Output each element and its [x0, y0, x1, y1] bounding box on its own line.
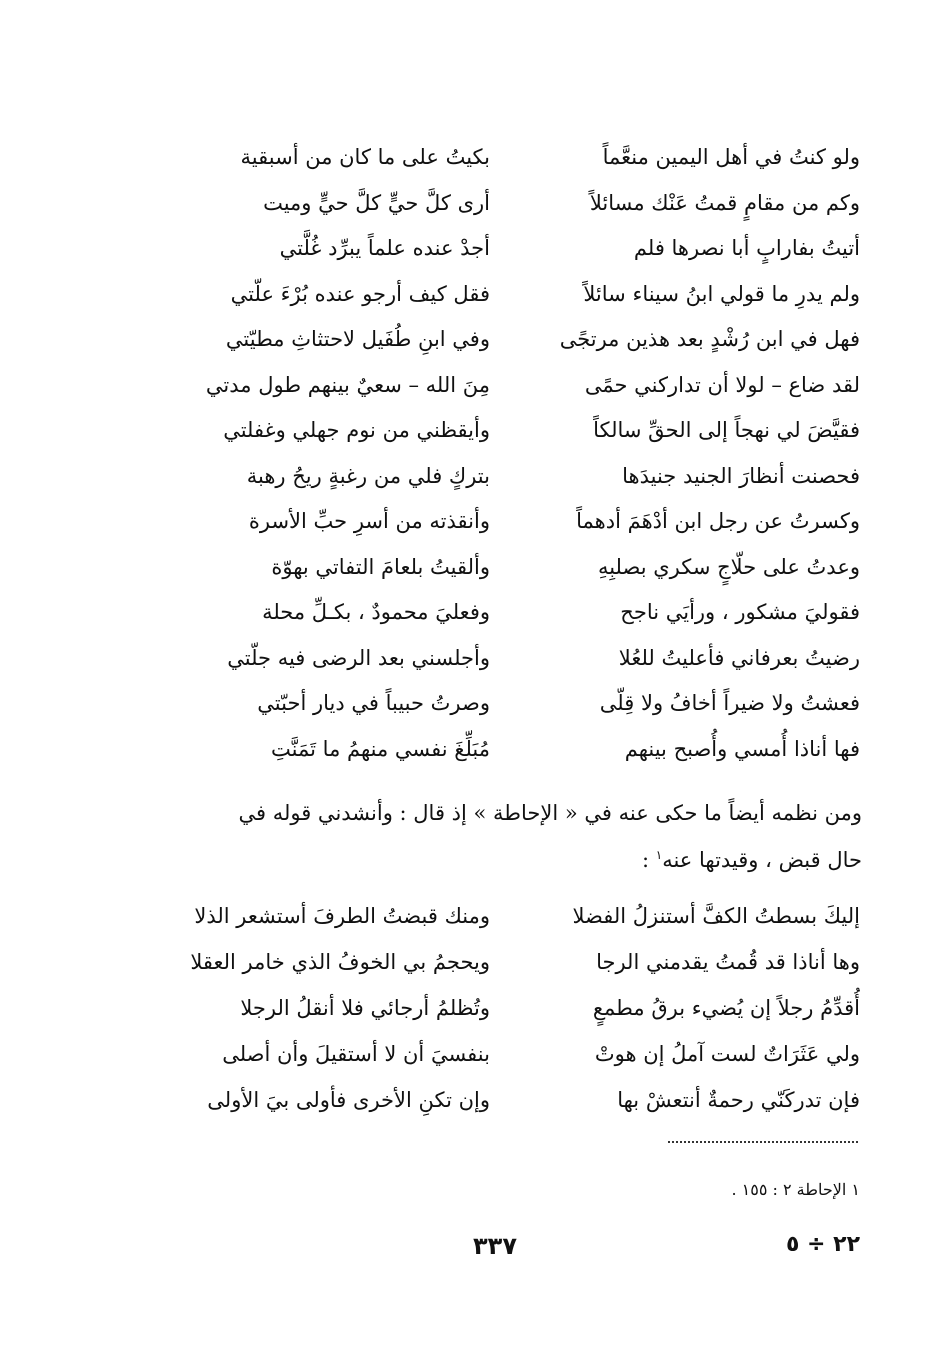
first-hemistich: فعشتُ ولا ضيراً أخافُ ولا قِلّى — [599, 691, 860, 715]
verse-line — [160, 939, 860, 985]
first-hemistich: فحصنت أنظارَ الجنيد جنيدَها — [622, 463, 860, 488]
second-hemistich: وفي ابنِ طُفَيل لاحتثاثِ مطيّتي — [225, 327, 490, 351]
verse-line — [160, 893, 860, 939]
first-hemistich: فقيَّضَ لي نهجاً إلى الحقِّ سالكاً — [593, 418, 860, 442]
prose-line: ومن نظمه أيضاً ما حكى عنه في « الإحاطة » إذ قال : وأنشدني قوله في — [238, 801, 862, 825]
second-hemistich: مُبَلِّغَ نفسي منهمُ ما تَمَنَّتِ — [271, 736, 490, 761]
first-hemistich: رضيتُ بعرفاني فأعليتُ للعُلا — [618, 645, 860, 670]
verse-line — [160, 1031, 860, 1077]
second-hemistich: وتُظلمُ أرجائي فلا أنقلُ الرجلا — [240, 996, 490, 1020]
verse-line — [160, 272, 860, 318]
second-hemistich: وأجلسني بعد الرضى فيه جلّتي — [227, 645, 490, 670]
verse-line — [160, 226, 860, 272]
verse-line — [160, 727, 860, 773]
verse-line — [160, 636, 860, 682]
verse-line — [160, 499, 860, 545]
second-hemistich: وفعليَ محمودٌ ، بكـلِّ محلة — [262, 600, 490, 624]
first-hemistich: وها أناذا قد قُمتُ يقدمني الرجا — [596, 950, 860, 974]
verse-line — [160, 545, 860, 591]
verse-line — [160, 985, 860, 1031]
footnote-divider — [668, 1141, 858, 1143]
second-hemistich: وألقيتُ بلعامَ التفاتي بهوّة — [271, 554, 490, 579]
verse-line — [160, 135, 860, 181]
first-hemistich: وكم من مقامٍ قمتُ عَنْك مسائلاً — [589, 190, 860, 215]
first-hemistich: أُقدِّمُ رجلاً إن يُضيء برقُ مطمعٍ — [592, 996, 860, 1020]
first-hemistich: وكسرتُ عن رجل ابن أدْهَمَ أدهماً — [576, 509, 860, 533]
first-hemistich: فإن تدركَنّي رحمةٌ أنتعشْ بها — [617, 1088, 860, 1112]
prose-text: : — [641, 848, 656, 872]
first-hemistich: فها أناذا أُمسي وأُصبح بينهم — [624, 736, 860, 761]
second-hemistich: وصرتُ حبيباً في ديار أحبّتي — [257, 691, 490, 715]
verse-line — [160, 454, 860, 500]
first-hemistich: فهل في ابن رُشْدٍ بعد هذين مرتجًى — [559, 327, 860, 351]
prose-text: حال قبض ، وقيدتها عنه — [662, 848, 862, 872]
footnote: ١ الإحاطة ٢ : ١٥٥ . — [731, 1180, 860, 1199]
verse-line — [160, 1077, 860, 1123]
first-hemistich: ولو كنتُ في أهل اليمين منعَّماً — [602, 145, 860, 169]
second-hemistich: فقل كيف أرجو عنده بُرْءَ علّتي — [230, 281, 490, 306]
verse-line — [160, 317, 860, 363]
verse-line — [160, 408, 860, 454]
second-hemistich: وأيقظني من نوم جهلي وغفلتي — [223, 418, 490, 442]
verse-line — [160, 681, 860, 727]
second-hemistich: وأنقذته من أسرِ حبِّ الأسرة — [248, 509, 490, 533]
poem-first — [160, 135, 860, 772]
first-hemistich: ولم يدرِ ما قولي ابنُ سيناء سائلاً — [583, 281, 860, 306]
verse-line — [160, 363, 860, 409]
second-hemistich: وإن تكنِ الأخرى فأولى بيَ الأولى — [207, 1088, 490, 1112]
second-hemistich: ويحجمُ بي الخوفُ الذي خامر العقلا — [190, 950, 490, 974]
page-number: ٣٣٧ — [473, 1232, 517, 1260]
verse-line — [160, 181, 860, 227]
second-hemistich: ومنك قبضتُ الطرفَ أستشعر الذلا — [194, 904, 490, 928]
second-hemistich: بتركٍ فلي من رغبةٍ ريحُ رهبة — [246, 463, 490, 488]
first-hemistich: إليكَ بسطتُ الكفَّ أستنزلُ الفضلا — [572, 904, 860, 928]
first-hemistich: فقوليَ مشكور ، ورأيَي ناجح — [620, 600, 860, 624]
first-hemistich: أتيتُ بفارابٍ أبا نصرها فلم — [633, 236, 860, 260]
second-hemistich: بكيتُ على ما كان من أسبقية — [240, 145, 490, 169]
first-hemistich: ولي عَثَرَاتٌ لست آملُ إن هوتْ — [594, 1042, 860, 1066]
verse-line — [160, 590, 860, 636]
second-hemistich: بنفسيَ أن لا أستقيلَ وأن أصلى — [222, 1042, 490, 1066]
printer-signature: ٢٢ ÷ ٥ — [785, 1232, 860, 1257]
footnote-marker: ١ — [655, 848, 663, 862]
prose-paragraph — [158, 792, 862, 881]
first-hemistich: وعدتُ على حلّاجٍ سكري بصلبِهِ — [597, 554, 860, 579]
first-hemistich: لقد ضاع – لولا أن تداركني حمًى — [584, 372, 860, 397]
second-hemistich: أرى كلَّ حيٍّ كلَّ حيٍّ وميت — [263, 190, 490, 215]
poem-second — [160, 893, 860, 1123]
second-hemistich: مِنَ الله – سعيٌ بينهم طول مدتي — [205, 372, 490, 397]
second-hemistich: أجدْ عنده علماً يبرِّد غُلَّتي — [279, 236, 490, 260]
prose-line — [158, 834, 862, 881]
